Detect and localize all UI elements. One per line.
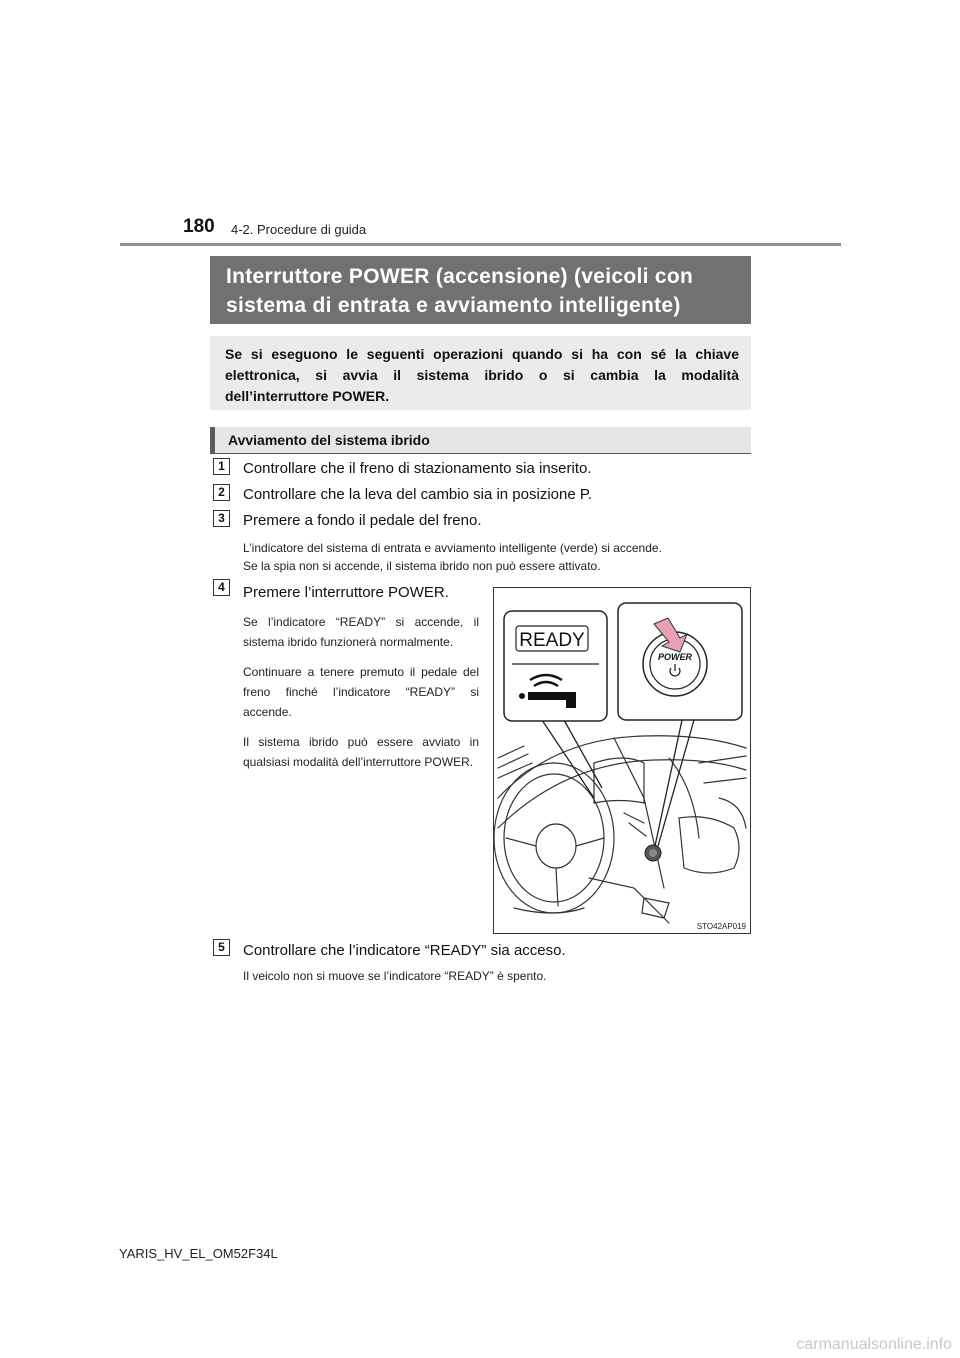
dashboard-line-art (494, 736, 746, 923)
step-3-number: 3 (213, 510, 230, 527)
header-rule (120, 243, 841, 246)
document-code: YARIS_HV_EL_OM52F34L (119, 1246, 278, 1261)
figure-code: STO42AP019 (696, 922, 746, 931)
step-3-note-2: Se la spia non si accende, il sistema ibrido non può essere attivato. (243, 559, 601, 573)
intro-line-1: Se si eseguono le seguenti operazioni quando si ha con sé la chiave (225, 346, 739, 362)
power-button-label: POWER (657, 652, 693, 662)
dashboard-drawing (494, 588, 750, 933)
page-title (210, 256, 751, 324)
dashboard-illustration (493, 587, 751, 934)
subheading: Avviamento del sistema ibrido (210, 427, 751, 454)
page-title-line-1: Interruttore POWER (accensione) (veicoli con (226, 265, 694, 288)
step-2-number: 2 (213, 484, 230, 501)
step-5-text: Controllare che l’indicatore “READY” sia acceso. (243, 942, 566, 959)
step-1-text: Controllare che il freno di stazionamento sia inserito. (243, 460, 592, 477)
power-callout-line-2 (658, 720, 694, 846)
step-3-text: Premere a fondo il pedale del freno. (243, 512, 482, 529)
ready-indicator-label: READY (519, 630, 585, 651)
step-4-paragraph-2: Continuare a tenere premuto il pedale del freno finché l’indicatore “READY” si accende. (243, 665, 479, 719)
page-number: 180 (183, 216, 215, 237)
watermark: carmanualsonline.info (796, 1336, 952, 1353)
step-3-note-1: L’indicatore del sistema di entrata e avviamento intelligente (verde) si accende. (243, 541, 662, 555)
power-callout-line (655, 720, 682, 846)
step-4-paragraph-3: Il sistema ibrido può essere avviato in qualsiasi modalità dell’interruttore POWER. (243, 735, 479, 769)
step-5-note: Il veicolo non si muove se l’indicatore “READY” è spento. (243, 969, 547, 983)
step-4-paragraph-1: Se l’indicatore “READY” si accende, il sistema ibrido funzionerà normalmente. (243, 615, 479, 649)
step-5-number: 5 (213, 939, 230, 956)
ready-callout-line (564, 720, 602, 788)
intro-line-2: elettronica, si avvia il sistema ibrido o si cambia la modalità (225, 367, 739, 383)
page-title-line-2: sistema di entrata e avviamento intelligente) (226, 294, 681, 317)
step-1-number: 1 (213, 458, 230, 475)
power-button-location-center (649, 849, 657, 857)
step-4-body (243, 612, 479, 782)
section-title: 4-2. Procedure di guida (231, 222, 367, 237)
intro-line-3: dell’interruttore POWER. (225, 388, 390, 404)
step-4-number: 4 (213, 579, 230, 596)
step-2-text: Controllare che la leva del cambio sia in posizione P. (243, 486, 593, 503)
step-4-text: Premere l’interruttore POWER. (243, 584, 449, 601)
intro-box (210, 336, 751, 410)
